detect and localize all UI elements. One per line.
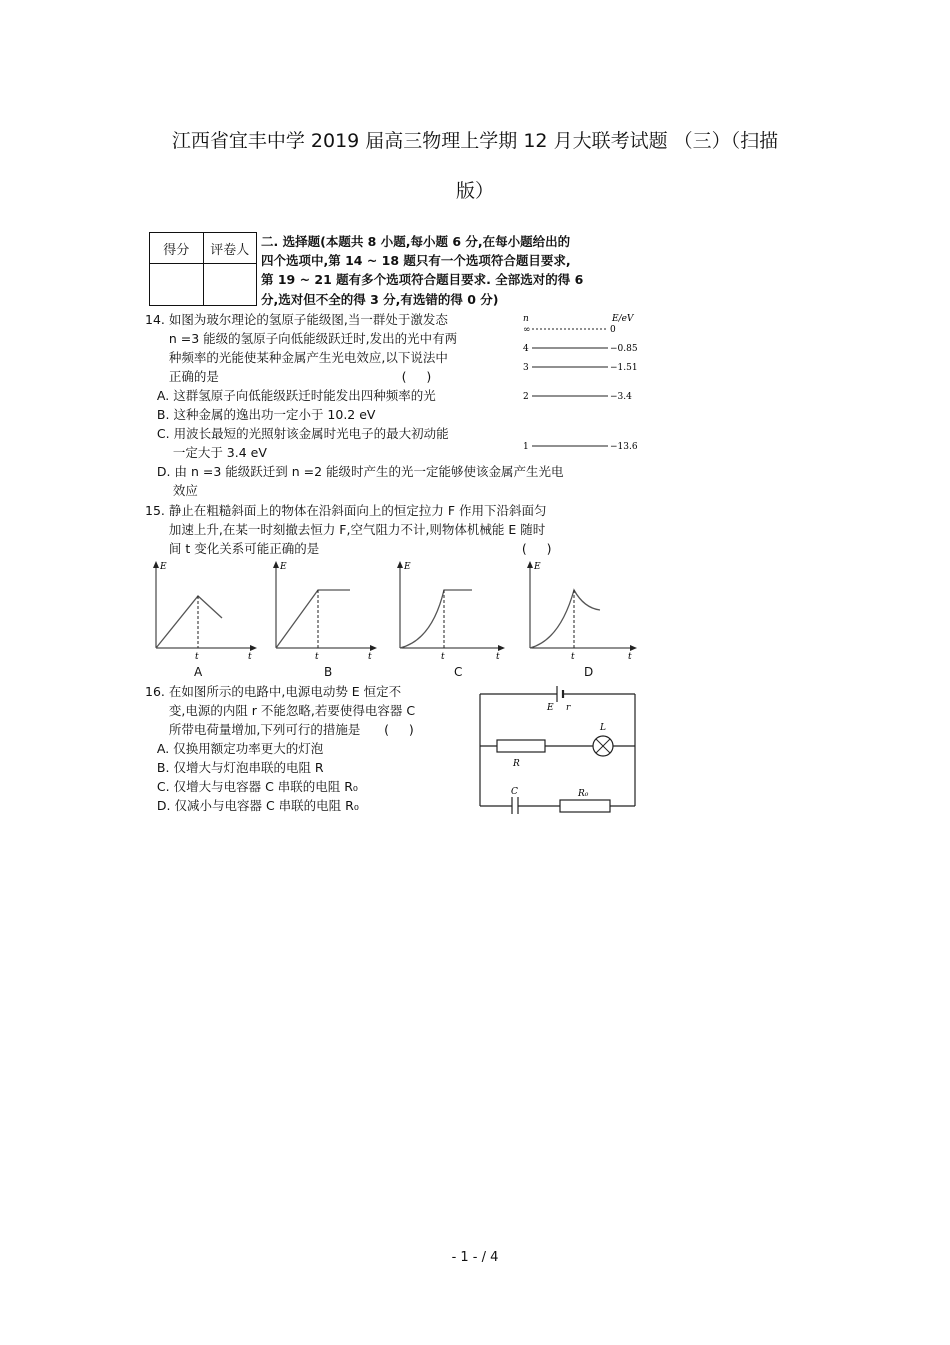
q16-option-c: C. 仅增大与电容器 C 串联的电阻 R₀ <box>145 779 358 794</box>
t-tick-label: t <box>571 652 575 660</box>
lamp-label: L <box>600 723 606 733</box>
level-n-label: 4 <box>523 344 529 354</box>
q15-line: 加速上升,在某一时刻撤去恒力 F,空气阻力不计,则物体机械能 E 随时 <box>145 522 546 537</box>
question-16-options <box>145 739 475 815</box>
resistor-r-label: R <box>513 759 520 769</box>
y-axis-label: E <box>160 562 167 572</box>
energy-level-diagram <box>520 312 650 457</box>
energy-curve <box>400 590 472 648</box>
energy-curve <box>156 596 222 648</box>
page-number: - 1 - / 4 <box>451 1250 499 1265</box>
graph-a-label: A <box>194 665 203 679</box>
section-instructions <box>261 232 639 309</box>
level-e-label: 0 <box>610 325 616 335</box>
energy-curve <box>276 590 350 648</box>
score-cell <box>150 264 203 305</box>
q14-option-c: C. 用波长最短的光照射该金属时光电子的最大初动能 <box>145 426 449 441</box>
q16-option-a: A. 仅换用额定功率更大的灯泡 <box>145 741 324 756</box>
section-line: 四个选项中,第 14 ~ 18 题只有一个选项符合题目要求, <box>261 253 571 269</box>
y-arrow-icon <box>397 561 403 568</box>
level-n-label: 2 <box>523 392 529 402</box>
graph-a <box>148 560 258 660</box>
x-arrow-icon <box>630 645 637 651</box>
level-e-label: −0.85 <box>610 344 638 354</box>
graph-b-label: B <box>324 665 333 679</box>
q14-option-a: A. 这群氢原子向低能级跃迁时能发出四种频率的光 <box>145 388 436 403</box>
graph-d-label: D <box>584 665 594 679</box>
x-axis-label: t <box>628 652 632 660</box>
internal-resistance-label: r <box>566 703 571 713</box>
level-n-label: ∞ <box>523 325 531 335</box>
t-tick-label: t <box>195 652 199 660</box>
resistor-r0-label: R₀ <box>578 789 589 799</box>
graph-d <box>522 560 640 660</box>
grader-header: 评卷人 <box>203 233 257 263</box>
y-axis-label: E <box>534 562 541 572</box>
title-line-2: 版） <box>455 180 494 202</box>
question-16-stem <box>145 682 475 739</box>
question-14-stem <box>145 310 525 386</box>
q14-line: 正确的是 ( ) <box>145 369 432 384</box>
x-axis-label: t <box>368 652 372 660</box>
y-axis-label: E <box>280 562 287 572</box>
section-line: 分,选对但不全的得 3 分,有选错的得 0 分) <box>261 291 499 307</box>
x-arrow-icon <box>370 645 377 651</box>
graph-c-label: C <box>454 665 463 679</box>
capacitor-label: C <box>511 787 518 797</box>
t-tick-label: t <box>441 652 445 660</box>
y-arrow-icon <box>153 561 159 568</box>
q14-option-b: B. 这种金属的逸出功一定小于 10.2 eV <box>145 407 376 422</box>
resistor-r <box>497 740 545 752</box>
level-n-label: 3 <box>523 363 529 373</box>
x-axis-label: t <box>496 652 500 660</box>
q16-line: 16. 在如图所示的电路中,电源电动势 E 恒定不 <box>145 684 402 699</box>
emf-label: E <box>547 703 554 713</box>
section-line: 第 19 ~ 21 题有多个选项符合题目要求. 全部选对的得 6 <box>261 272 584 288</box>
q14-line: 14. 如图为玻尔理论的氢原子能级图,当一群处于激发态 <box>145 312 448 327</box>
x-arrow-icon <box>250 645 257 651</box>
x-arrow-icon <box>498 645 505 651</box>
q16-line: 所带电荷量增加,下列可行的措施是 ( ) <box>145 722 414 737</box>
level-e-label: −13.6 <box>610 442 638 452</box>
document-title <box>0 126 950 206</box>
t-tick-label: t <box>315 652 319 660</box>
q15-line: 间 t 变化关系可能正确的是 ( ) <box>145 541 552 556</box>
q14-option-d-cont: 效应 <box>145 483 198 498</box>
y-arrow-icon <box>527 561 533 568</box>
question-15-stem <box>145 501 650 558</box>
level-n-label: 1 <box>523 442 529 452</box>
score-table <box>149 232 257 306</box>
n-axis-label: n <box>523 314 529 324</box>
q16-line: 变,电源的内阻 r 不能忽略,若要使得电容器 C <box>145 703 416 718</box>
q14-option-c-cont: 一定大于 3.4 eV <box>145 445 267 460</box>
q14-line: 种频率的光能使某种金属产生光电效应,以下说法中 <box>145 350 448 365</box>
x-axis-label: t <box>248 652 252 660</box>
resistor-r0 <box>560 800 610 812</box>
q15-line: 15. 静止在粗糙斜面上的物体在沿斜面向上的恒定拉力 F 作用下沿斜面匀 <box>145 503 547 518</box>
grader-cell <box>203 264 257 305</box>
energy-axis-label: E/eV <box>612 314 634 324</box>
score-header: 得分 <box>163 242 190 258</box>
scanned-page <box>140 222 650 822</box>
title-line-1: 江西省宜丰中学 2019 届高三物理上学期 12 月大联考试题 （三）（扫描 <box>171 130 779 152</box>
y-arrow-icon <box>273 561 279 568</box>
q14-option-d: D. 由 n =3 能级跃迁到 n =2 能级时产生的光一定能够使该金属产生光电 <box>145 464 564 479</box>
circuit-diagram <box>475 684 640 814</box>
y-axis-label: E <box>404 562 411 572</box>
level-e-label: −1.51 <box>610 363 638 373</box>
q16-option-d: D. 仅减小与电容器 C 串联的电阻 R₀ <box>145 798 359 813</box>
graph-b <box>268 560 378 660</box>
q16-option-b: B. 仅增大与灯泡串联的电阻 R <box>145 760 324 775</box>
q14-line: n =3 能级的氢原子向低能级跃迁时,发出的光中有两 <box>145 331 458 346</box>
energy-curve <box>530 590 600 648</box>
graph-c <box>392 560 507 660</box>
section-line: 二. 选择题(本题共 8 小题,每小题 6 分,在每小题给出的 <box>261 234 571 249</box>
level-e-label: −3.4 <box>610 392 632 402</box>
